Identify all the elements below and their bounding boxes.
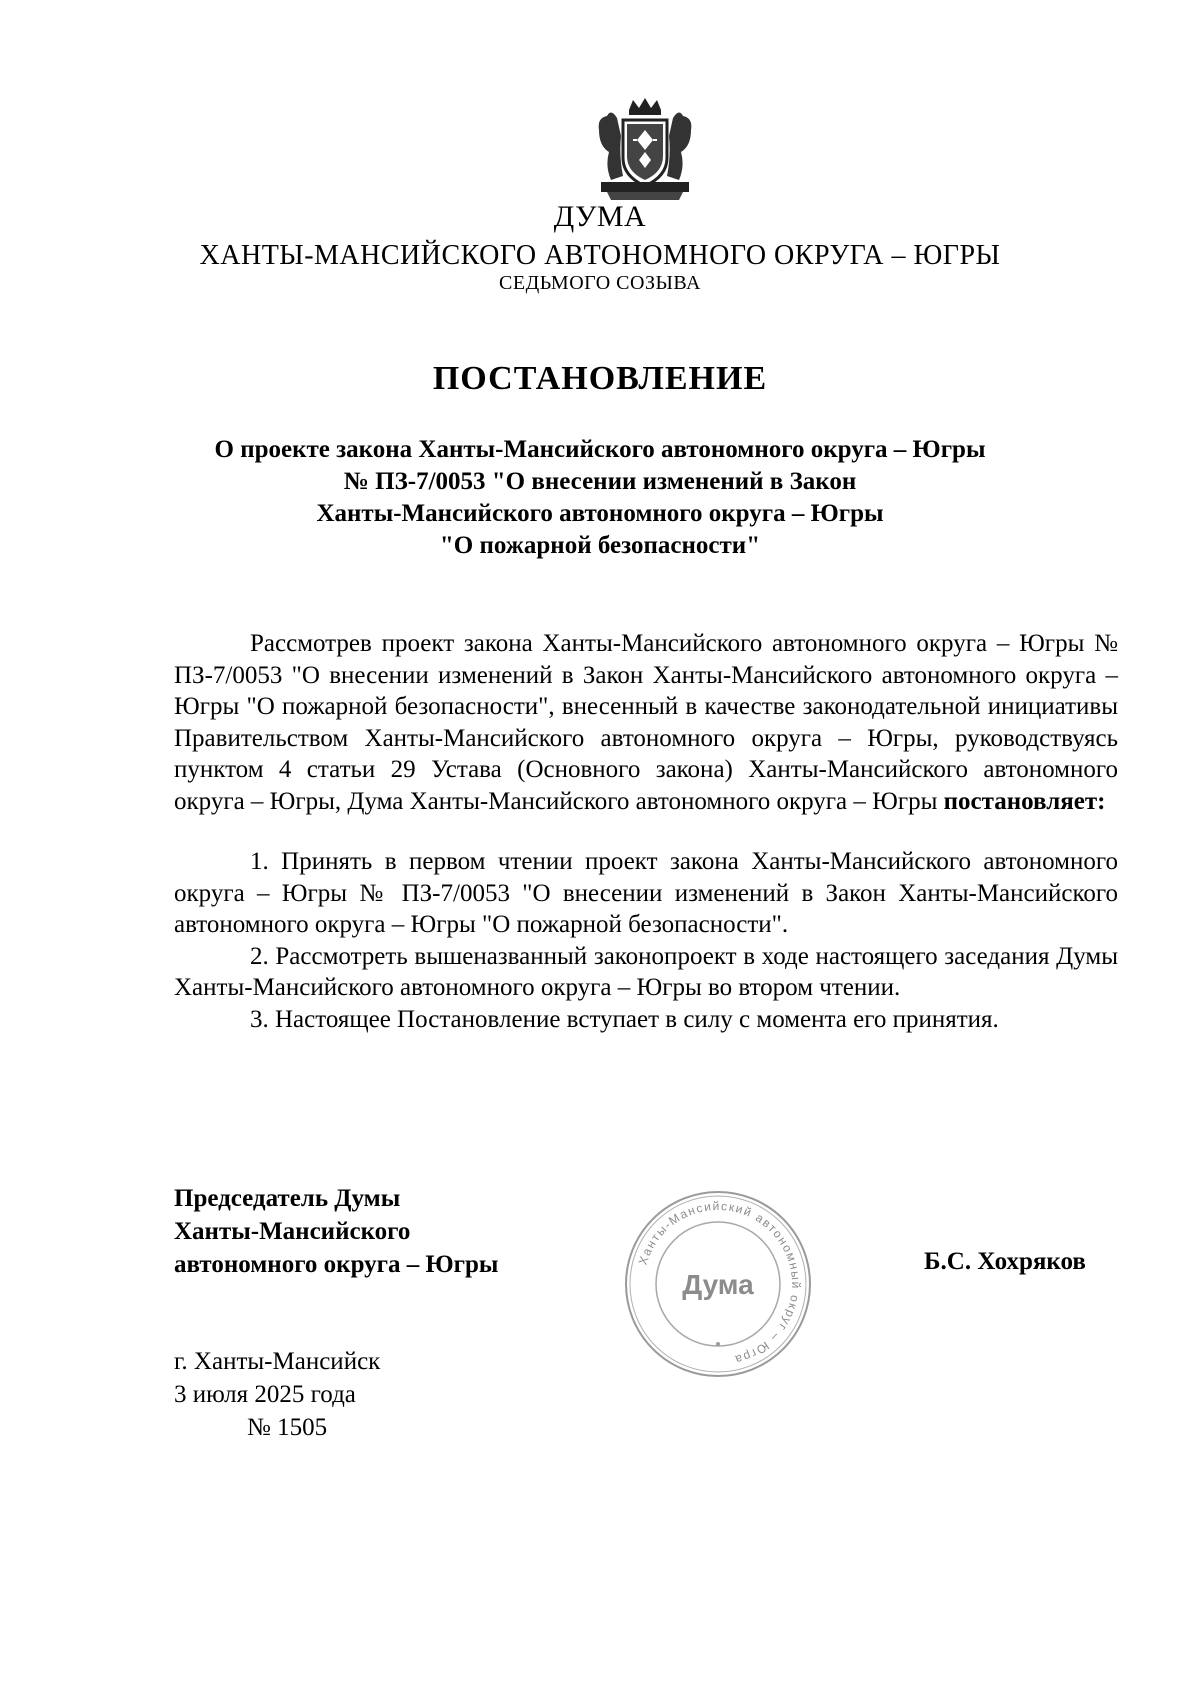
signatory-title-line: автономного округа – Югры	[174, 1251, 499, 1278]
subject-line: О проекте закона Ханты-Мансийского автономного округа – Югры	[214, 436, 986, 463]
convocation: СЕДЬМОГО СОЗЫВА	[499, 272, 701, 294]
resolves-keyword: постановляет:	[943, 787, 1106, 815]
document-number: № 1505	[247, 1414, 328, 1441]
document-subject	[160, 434, 1040, 562]
seal-ring-text: Ханты-Мансийский автономный округ – Югра	[635, 1198, 804, 1368]
signatory-title	[174, 1182, 498, 1281]
document-body	[174, 628, 1118, 1035]
resolution-item: 2. Рассмотреть вышеназванный законопроект в ходе настоящего заседания Думы Ханты-Мансийского автономного округа – Югры во втором чтении.	[174, 942, 1118, 1001]
place: г. Ханты-Мансийск	[174, 1348, 381, 1375]
document-type: ПОСТАНОВЛЕНИЕ	[432, 360, 768, 397]
subject-line: Ханты-Мансийского автономного округа – Югры	[316, 500, 884, 527]
resolution-item: 1. Принять в первом чтении проект закона Ханты-Мансийского автономного округа – Югры № ПЗ-7/0053 "О внесении изменений в Закон Ханты-Мансийского автономного округа – Югры "О пожарной безопасности".	[174, 848, 1118, 938]
coat-of-arms-icon	[589, 96, 701, 208]
subject-line: № ПЗ-7/0053 "О внесении изменений в Закон	[343, 468, 857, 495]
resolution-item: 3. Настоящее Постановление вступает в силу с момента его принятия.	[250, 1005, 999, 1033]
org-full-name: ХАНТЫ-МАНСИЙСКОГО АВТОНОМНОГО ОКРУГА – ЮГРЫ	[199, 240, 1001, 271]
date: 3 июля 2025 года	[174, 1381, 356, 1408]
signatory-name: Б.С. Хохряков	[924, 1248, 1086, 1275]
subject-line: "О пожарной безопасности"	[439, 532, 761, 559]
org-title: ДУМА	[553, 200, 647, 233]
official-seal	[622, 1188, 814, 1380]
signatory-title-line: Председатель Думы	[174, 1185, 401, 1212]
place-and-date	[174, 1345, 380, 1444]
preamble-text: Рассмотрев проект закона Ханты-Мансийского автономного округа – Югры № ПЗ-7/0053 "О внесении изменений в Закон Ханты-Мансийского автономного округа – Югры "О пожарной безопасности", внесенный в качестве законодательной инициативы Правительством Ханты-Мансийского автономного округа – Югры, руководствуясь пунктом 4 статьи 29 Устава (Основного закона) Ханты-Мансийского автономного округа – Югры, Дума Ханты-Мансийского автономного округа – Югры	[174, 630, 1118, 815]
seal-center-text: Дума	[682, 1269, 754, 1300]
preamble-paragraph	[174, 628, 1118, 817]
signatory-title-line: Ханты-Мансийского	[174, 1218, 411, 1245]
